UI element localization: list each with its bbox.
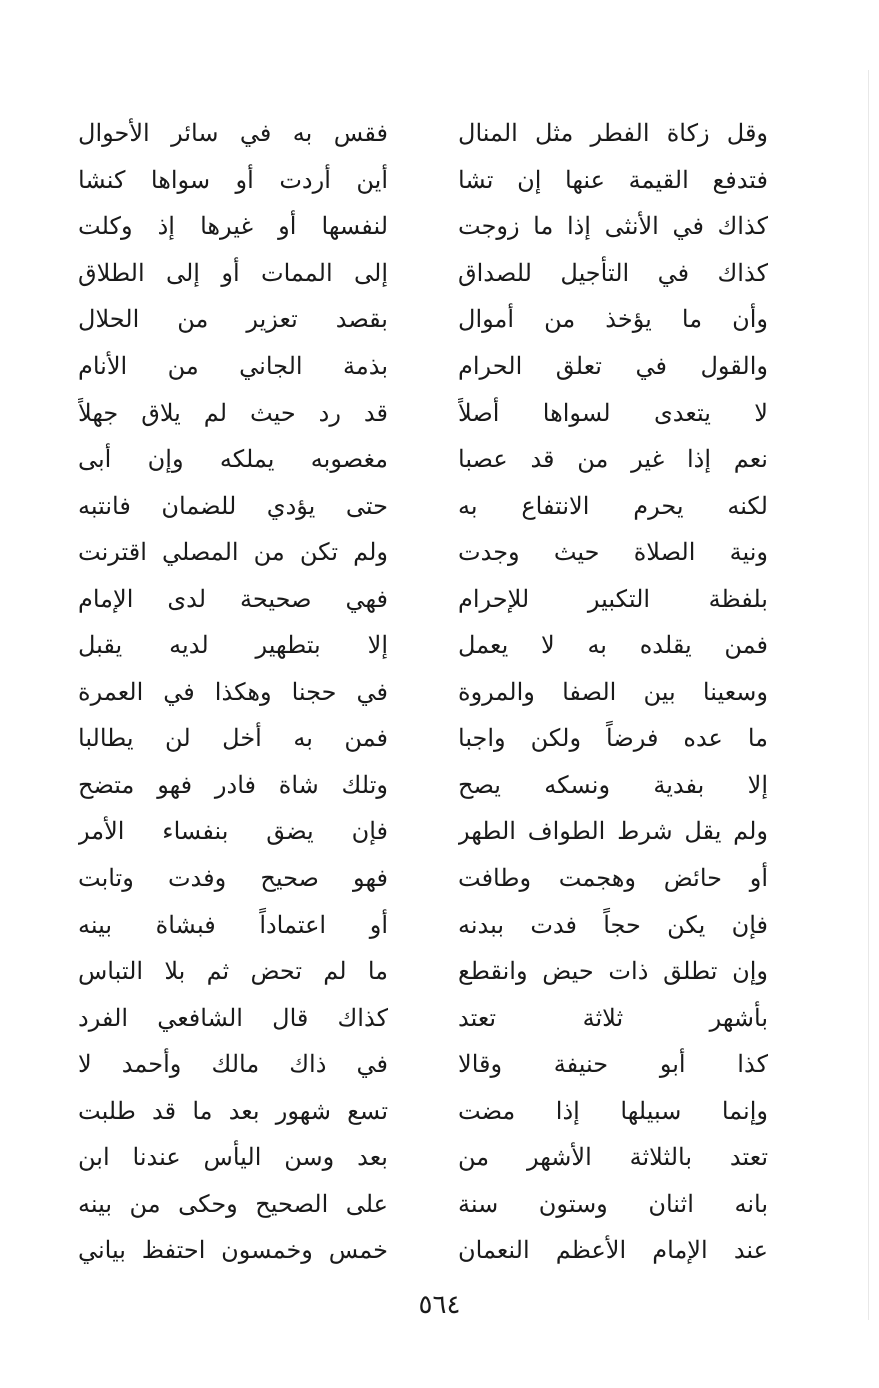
verse-second-hemistich: بقصد تعزير من الحلال (78, 305, 388, 334)
verse-line (78, 482, 768, 529)
verse-first-hemistich: والقول في تعلق الحرام (458, 352, 768, 380)
verse-first-hemistich: ونية الصلاة حيث وجدت (458, 538, 768, 567)
verse-line (78, 296, 768, 343)
verse-line (78, 715, 768, 762)
verse-first-hemistich: ولم يقل شرط الطواف الطهر (458, 817, 768, 846)
verse-second-hemistich: كذاك قال الشافعي الفرد (78, 1003, 388, 1032)
verse-first-hemistich: فمن يقلده به لا يعمل (458, 631, 768, 660)
verse-line (78, 669, 768, 716)
verse-first-hemistich: إلا بفدية ونسكه يصح (458, 770, 768, 799)
verse-line (78, 855, 768, 902)
verse-second-hemistich: تسع شهور بعد ما قد طلبت (78, 1096, 388, 1125)
verse-line (78, 110, 768, 157)
verse-first-hemistich: أو حائض وهجمت وطافت (458, 864, 768, 893)
verse-second-hemistich: وتلك شاة فادر فهو متضح (78, 770, 388, 799)
verse-first-hemistich: كذا أبو حنيفة وقالا (458, 1050, 768, 1079)
verse-first-hemistich: بأشهر ثلاثة تعتد (458, 1003, 768, 1032)
verse-second-hemistich: أين أردت أو سواها كنشا (78, 165, 388, 194)
verse-line (78, 1041, 768, 1088)
verse-line (78, 1227, 768, 1274)
verse-line (78, 436, 768, 483)
verse-second-hemistich: أو اعتماداً فبشاة بينه (78, 910, 388, 939)
verse-line (78, 901, 768, 948)
verse-first-hemistich: وإنما سبيلها إذا مضت (458, 1096, 768, 1125)
verse-first-hemistich: ما عده فرضاً ولكن واجبا (458, 724, 768, 753)
verse-line (78, 948, 768, 995)
verse-second-hemistich: فهي صحيحة لدى الإمام (78, 584, 388, 613)
verse-first-hemistich: لكنه يحرم الانتفاع به (458, 491, 768, 520)
verse-first-hemistich: وسعينا بين الصفا والمروة (458, 677, 768, 706)
verse-second-hemistich: في ذاك مالك وأحمد لا (78, 1050, 388, 1079)
poem-body (78, 110, 768, 1274)
verse-second-hemistich: بعد وسن اليأس عندنا ابن (78, 1143, 388, 1172)
verse-first-hemistich: لا يتعدى لسواها أصلاً (458, 398, 768, 427)
verse-first-hemistich: فإن يكن حجاً فدت ببدنه (458, 910, 768, 939)
verse-first-hemistich: عند الإمام الأعظم النعمان (458, 1236, 768, 1265)
verse-line (78, 250, 768, 297)
verse-line (78, 157, 768, 204)
verse-line (78, 622, 768, 669)
verse-line (78, 203, 768, 250)
verse-line (78, 1134, 768, 1181)
verse-second-hemistich: إلا بتطهير لديه يقبل (78, 631, 388, 660)
verse-second-hemistich: قد رد حيث لم يلاق جهلاً (78, 398, 388, 427)
verse-second-hemistich: ولم تكن من المصلي اقترنت (78, 538, 388, 567)
verse-second-hemistich: على الصحيح وحكى من بينه (78, 1189, 388, 1218)
verse-first-hemistich: وأن ما يؤخذ من أموال (458, 305, 768, 334)
verse-line (78, 808, 768, 855)
verse-line (78, 994, 768, 1041)
verse-line (78, 575, 768, 622)
verse-second-hemistich: في حجنا وهكذا في العمرة (78, 677, 388, 706)
verse-second-hemistich: فمن به أخل لن يطالبا (78, 724, 388, 753)
verse-second-hemistich: بذمة الجاني من الأنام (78, 352, 388, 380)
verse-line (78, 762, 768, 809)
verse-line (78, 1087, 768, 1134)
verse-second-hemistich: فهو صحيح وفدت وتابت (78, 864, 388, 893)
verse-first-hemistich: بلفظة التكبير للإحرام (458, 584, 768, 613)
verse-second-hemistich: مغصوبه يملكه وإن أبى (78, 445, 388, 474)
verse-second-hemistich: ما لم تحض ثم بلا التباس (78, 957, 388, 986)
verse-first-hemistich: نعم إذا غير من قد عصبا (458, 445, 768, 474)
verse-second-hemistich: حتى يؤدي للضمان فانتبه (78, 491, 388, 520)
verse-line (78, 1181, 768, 1228)
verse-first-hemistich: وإن تطلق ذات حيض وانقطع (458, 957, 768, 986)
verse-first-hemistich: كذاك في الأنثى إذا ما زوجت (458, 212, 768, 241)
verse-second-hemistich: إلى الممات أو إلى الطلاق (78, 258, 388, 287)
verse-line (78, 343, 768, 390)
verse-first-hemistich: فتدفع القيمة عنها إن تشا (458, 165, 768, 194)
verse-first-hemistich: بانه اثنان وستون سنة (458, 1189, 768, 1218)
verse-second-hemistich: خمس وخمسون احتفظ بياني (78, 1236, 388, 1265)
verse-first-hemistich: كذاك في التأجيل للصداق (458, 258, 768, 287)
verse-line (78, 389, 768, 436)
page-edge-line (868, 70, 869, 1320)
verse-second-hemistich: فإن يضق بنفساء الأمر (78, 817, 388, 846)
verse-first-hemistich: تعتد بالثلاثة الأشهر من (458, 1143, 768, 1172)
page-number: ٥٦٤ (418, 1290, 461, 1320)
verse-second-hemistich: لنفسها أو غيرها إذ وكلت (78, 212, 388, 241)
verse-line (78, 529, 768, 576)
verse-second-hemistich: فقس به في سائر الأحوال (78, 119, 388, 148)
verse-first-hemistich: وقل زكاة الفطر مثل المنال (458, 119, 768, 148)
